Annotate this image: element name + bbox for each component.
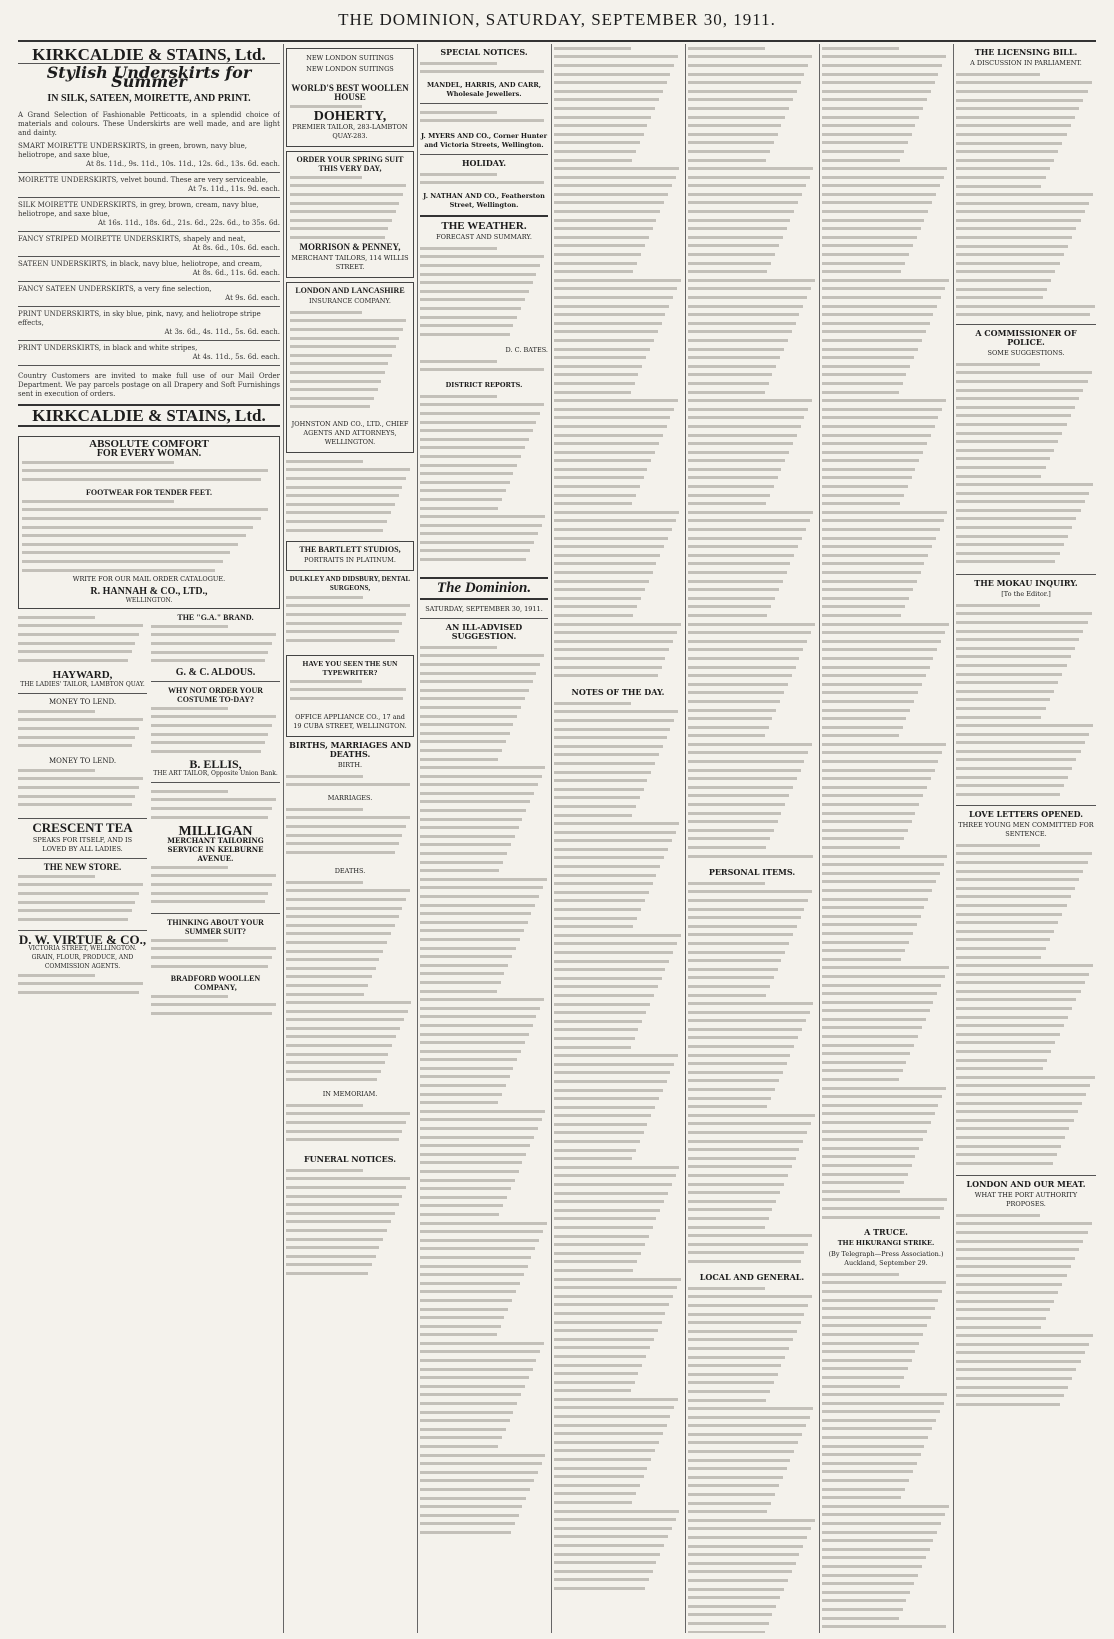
licensing-discussion: A DISCUSSION IN PARLIAMENT.: [970, 59, 1082, 67]
ellis-sub: THE ART TAILOR, Opposite Union Bank.: [153, 770, 278, 777]
underskirt-price: At 4s. 11d., 5s. 6d. each.: [192, 353, 280, 361]
underskirt-item: [18, 201, 280, 228]
column-rule: [417, 44, 418, 1633]
dental-surgeons: DULKLEY AND DIDSBURY, DENTAL SURGEONS,: [289, 575, 411, 592]
bmd-heading: BIRTHS, MARRIAGES AND DEATHS.: [289, 740, 411, 759]
forecast-heading: FORECAST AND SUMMARY.: [436, 233, 532, 241]
london-meat-sub: WHAT THE PORT AUTHORITY PROPOSES.: [974, 1191, 1078, 1208]
column-rule: [685, 44, 686, 1633]
kirkcaldie-heading: KIRKCALDIE & STAINS, Ltd.: [32, 45, 266, 64]
suitings-1: NEW LONDON SUITINGS: [306, 54, 394, 62]
column-5: [688, 44, 816, 1633]
notes-of-the-day: NOTES OF THE DAY.: [571, 687, 665, 697]
morrison-sub: MERCHANT TAILORS, 114 WILLIS STREET.: [291, 254, 409, 271]
virtue-sub: VICTORIA STREET, WELLINGTON. GRAIN, FLOUR, PRODUCE, AND COMMISSION AGENTS.: [28, 945, 137, 970]
underskirt-price: At 9s. 6d. each.: [225, 294, 280, 302]
strike-byline: (By Telegraph—Press Association.) Auckland, September 29.: [828, 1250, 944, 1267]
underskirt-name: SATEEN UNDERSKIRTS, in black, navy blue, heliotrope, and cream,: [18, 260, 263, 268]
strike-heading: THE HIKURANGI STRIKE.: [837, 1239, 935, 1247]
footwear-heading: FOOTWEAR FOR TENDER FEET.: [86, 488, 212, 497]
underskirt-price: At 16s. 11d., 18s. 6d., 21s. 6d., 22s. 6d., to 35s. 6d.: [97, 219, 280, 227]
summer-suit: THINKING ABOUT YOUR SUMMER SUIT?: [167, 918, 264, 936]
underskirt-name: FANCY SATEEN UNDERSKIRTS, a very fine selection,: [18, 285, 212, 293]
doherty-sub: PREMIER TAILOR, 283-LAMBTON QUAY-283.: [292, 123, 408, 140]
underskirts-headline: Stylish Underskirts for Summer: [46, 63, 252, 91]
column-advertisements: [18, 44, 280, 1633]
underskirt-item: [18, 176, 280, 194]
london-meat: LONDON AND OUR MEAT.: [966, 1179, 1086, 1189]
underskirt-name: PRINT UNDERSKIRTS, in black and white stripes,: [18, 344, 198, 352]
underskirt-price: At 8s. 6d., 11s. 6d. each.: [192, 269, 280, 277]
ellis-name: B. ELLIS,: [189, 757, 242, 771]
love-letters-sub: THREE YOUNG MEN COMMITTED FOR SENTENCE.: [958, 821, 1094, 838]
money-to-lend-2: MONEY TO LEND.: [48, 757, 117, 765]
column-4: [554, 44, 682, 1633]
personal-items: PERSONAL ITEMS.: [708, 867, 796, 877]
gaa-brand: THE "G.A." BRAND.: [177, 613, 254, 622]
chief-agents: JOHNSTON AND CO., LTD., CHIEF AGENTS AND ATTORNEYS, WELLINGTON.: [291, 420, 409, 446]
nathan-co: J. NATHAN AND CO., Featherston Street, Wellington.: [423, 192, 545, 209]
local-and-general: LOCAL AND GENERAL.: [699, 1272, 805, 1282]
underskirts-subhead: IN SILK, SATEEN, MOIRETTE, AND PRINT.: [47, 93, 251, 104]
underskirt-name: SMART MOIRETTE UNDERSKIRTS, in green, brown, navy blue, heliotrope, and saxe blue,: [18, 142, 247, 159]
underskirt-name: SILK MOIRETTE UNDERSKIRTS, in grey, brown, cream, navy blue, heliotrope, and saxe blue,: [18, 201, 259, 218]
district-reports: DISTRICT REPORTS.: [445, 381, 523, 389]
hannah-name: R. HANNAH & CO., LTD.,: [90, 586, 208, 597]
hayward-sub: THE LADIES' TAILOR, LAMBTON QUAY.: [20, 681, 145, 688]
dominion-masthead: The Dominion.: [436, 580, 532, 596]
costume-heading: WHY NOT ORDER YOUR COSTUME TO-DAY?: [167, 686, 264, 704]
underskirt-item: [18, 142, 280, 169]
column-rule: [819, 44, 820, 1633]
holiday: HOLIDAY.: [461, 158, 507, 168]
editorial-heading: AN ILL-ADVISED SUGGESTION.: [445, 622, 523, 641]
deaths-heading: DEATHS.: [334, 867, 366, 875]
column-rule: [283, 44, 284, 1633]
love-letters: LOVE LETTERS OPENED.: [968, 809, 1084, 819]
column-3: [420, 44, 548, 1633]
virtue-name: D. W. VIRTUE & CO.,: [18, 932, 147, 947]
aldous-name: G. & C. ALDOUS.: [175, 667, 256, 678]
underskirt-item: [18, 344, 280, 362]
myers-co: J. MYERS AND CO., Corner Hunter and Victoria Streets, Wellington.: [420, 132, 547, 149]
bartlett-sub: PORTRAITS IN PLATINUM.: [304, 556, 396, 564]
london-lancashire: LONDON AND LANCASHIRE: [295, 286, 405, 295]
column-6: [822, 44, 950, 1633]
underskirt-item: [18, 285, 280, 303]
masthead: THE DOMINION, SATURDAY, SEPTEMBER 30, 1911.: [338, 10, 776, 29]
money-to-lend: MONEY TO LEND.: [48, 698, 117, 706]
comfort-sub: FOR EVERY WOMAN.: [96, 448, 202, 459]
underskirt-item: [18, 310, 280, 337]
editorial-date: SATURDAY, SEPTEMBER 30, 1911.: [425, 605, 543, 613]
underskirts-intro: A Grand Selection of Fashionable Petticoats, in a splendid choice of materials and colours. These Underskirts are well made, and are light and dainty.: [18, 111, 280, 137]
funeral-heading: FUNERAL NOTICES.: [303, 1154, 397, 1164]
underskirt-item: [18, 235, 280, 253]
suitings-2: NEW LONDON SUITINGS: [306, 65, 394, 73]
truce-heading: A TRUCE.: [864, 1227, 908, 1237]
underskirt-price: At 8s. 6d., 10s. 6d. each.: [192, 244, 280, 252]
office-appliance: OFFICE APPLIANCE CO., 17 and 19 CUBA STREET, WELLINGTON.: [293, 713, 407, 730]
bradford-name: BRADFORD WOOLLEN COMPANY,: [170, 974, 261, 992]
underskirt-price: At 3s. 6d., 4s. 11d., 5s. 6d. each.: [164, 328, 280, 336]
licensing-bill: THE LICENSING BILL.: [974, 47, 1078, 57]
mokau-inquiry: THE MOKAU INQUIRY.: [974, 578, 1078, 588]
birth-heading: BIRTH.: [337, 761, 363, 769]
to-the-editor: [To the Editor.]: [1001, 590, 1051, 598]
memoriam-heading: IN MEMORIAM.: [322, 1090, 378, 1098]
worlds-best: WORLD'S BEST WOOLLEN HOUSE: [291, 83, 409, 102]
column-7: [956, 44, 1096, 1633]
bartlett-studios: THE BARTLETT STUDIOS,: [299, 545, 401, 554]
kirkcaldie-heading-2: KIRKCALDIE & STAINS, Ltd.: [32, 406, 266, 425]
column-2: [286, 44, 414, 1633]
underskirt-price: At 7s. 11d., 11s. 9d. each.: [188, 185, 280, 193]
underskirt-name: MOIRETTE UNDERSKIRTS, velvet bound. These are very serviceable,: [18, 176, 268, 184]
catalogue-note: WRITE FOR OUR MAIL ORDER CATALOGUE.: [72, 575, 226, 583]
london-lancashire-sub: INSURANCE COMPANY.: [309, 297, 391, 305]
special-notices: SPECIAL NOTICES.: [440, 47, 528, 57]
police-commissioner: A COMMISSIONER OF POLICE.: [975, 328, 1077, 347]
spring-suit: ORDER YOUR SPRING SUIT THIS VERY DAY,: [296, 155, 404, 173]
sun-typewriter: HAVE YOU SEEN THE SUN TYPEWRITER?: [302, 659, 398, 677]
column-rule: [953, 44, 954, 1633]
hayward-name: HAYWARD,: [52, 669, 113, 681]
new-store: THE NEW STORE.: [43, 862, 122, 872]
masthead-rule: [18, 40, 1096, 42]
crescent-tea-sub: SPEAKS FOR ITSELF, AND IS LOVED BY ALL LADIES.: [32, 836, 133, 853]
bates-signature: D. C. BATES.: [505, 346, 548, 354]
police-suggestions: SOME SUGGESTIONS.: [987, 349, 1065, 357]
doherty-name: DOHERTY,: [313, 109, 387, 124]
morrison-name: MORRISON & PENNEY,: [299, 242, 401, 252]
hannah-city: WELLINGTON.: [125, 597, 173, 604]
column-rule: [551, 44, 552, 1633]
weather-heading: THE WEATHER.: [441, 220, 527, 232]
mail-order-note: Country Customers are invited to make full use of our Mail Order Department. We pay parcels postage on all Drapery and Soft Furnishings sent in execution of orders.: [18, 372, 280, 398]
underskirt-list: [18, 142, 280, 366]
milligan-sub: MERCHANT TAILORING SERVICE IN KELBURNE AVENUE.: [167, 836, 264, 863]
milligan-name: MILLIGAN: [178, 824, 253, 839]
marriages-heading: MARRIAGES.: [327, 794, 373, 802]
comfort-title: ABSOLUTE COMFORT: [89, 438, 209, 450]
underskirt-item: [18, 260, 280, 278]
underskirt-name: PRINT UNDERSKIRTS, in sky blue, pink, navy, and heliotrope stripe effects,: [18, 310, 261, 327]
underskirt-name: FANCY STRIPED MOIRETTE UNDERSKIRTS, shapely and neat,: [18, 235, 246, 243]
underskirt-price: At 8s. 11d., 9s. 11d., 10s. 11d., 12s. 6d., 13s. 6d. each.: [86, 160, 280, 168]
mandel-harris: MANDEL, HARRIS, AND CARR, Wholesale Jewellers.: [426, 81, 542, 98]
crescent-tea: CRESCENT TEA: [32, 820, 133, 835]
